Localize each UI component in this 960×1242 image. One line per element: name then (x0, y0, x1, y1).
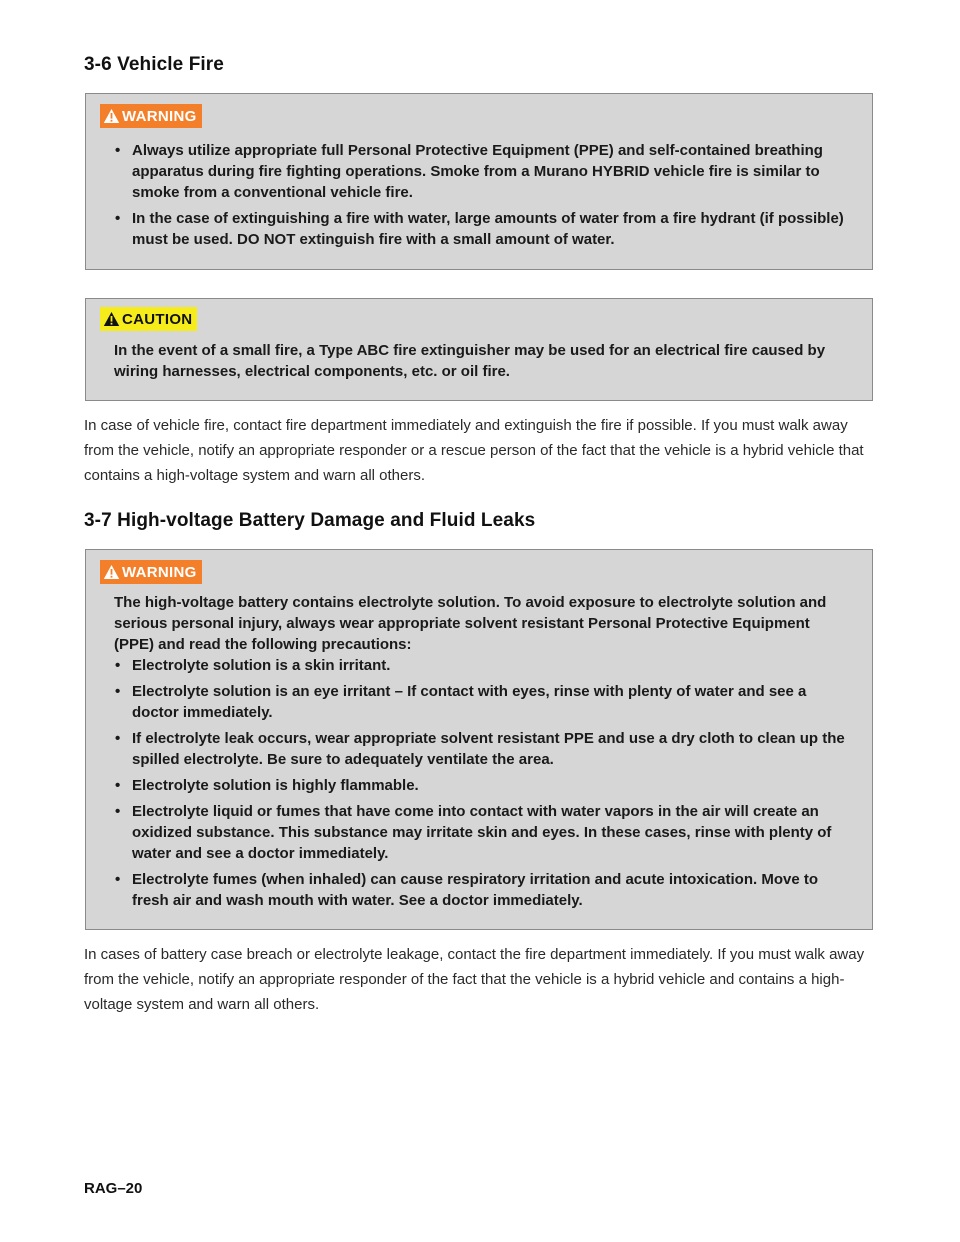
warning-list (114, 655, 850, 911)
warning-list-item: • Electrolyte solution is highly flammable. (114, 775, 850, 796)
warning-list-item: • If electrolyte leak occurs, wear appropriate solvent resistant PPE and use a dry cloth to clean up the spilled electrolyte. Be sure to adequately ventilate the area. (114, 728, 850, 770)
warning-triangle-icon (103, 564, 120, 580)
caution-text: In the event of a small fire, a Type ABC fire extinguisher may be used for an electrical fire caused by wiring harnesses, electrical components, etc. or oil fire. (114, 342, 826, 380)
vehicle-fire-paragraph: In case of vehicle fire, contact fire department immediately and extinguish the fire if possible. If you must walk away from the vehicle, notify an appropriate responder or a rescue person of the fact that the vehicle is a hybrid vehicle that contains a high-voltage system and warn all others. (84, 417, 864, 484)
warning-list-item: • Electrolyte fumes (when inhaled) can cause respiratory irritation and acute intoxication. Move to fresh air and wash mouth with water. See a doctor immediately. (114, 869, 850, 911)
caution-content (114, 340, 850, 382)
caution-badge-label: CAUTION (122, 310, 193, 328)
warning-badge-label: WARNING (122, 563, 197, 581)
warning-list-item: • Electrolyte liquid or fumes that have come into contact with water vapors in the air will create an oxidized substance. This substance may irritate skin and eyes. In these cases, rinse with plenty of water and see a doctor immediately. (114, 801, 850, 864)
section-heading-vehicle-fire: 3-6 Vehicle Fire (84, 54, 224, 75)
section-heading-battery-damage: 3-7 High-voltage Battery Damage and Fluid Leaks (84, 510, 536, 531)
warning-list-item: • Electrolyte solution is an eye irritant – If contact with eyes, rinse with plenty of water and see a doctor immediately. (114, 681, 850, 723)
warning-box-battery (85, 549, 873, 930)
warning-list (114, 140, 850, 250)
caution-badge (100, 307, 197, 331)
warning-intro: The high-voltage battery contains electrolyte solution. To avoid exposure to electrolyte solution and serious personal injury, always wear appropriate solvent resistant Personal Protective Equipment (PPE) and read the following precautions: (114, 594, 827, 653)
warning-badge (100, 104, 202, 128)
caution-box-vehicle-fire (85, 298, 873, 401)
warning-list-item: • In the case of extinguishing a fire with water, large amounts of water from a fire hydrant (if possible) must be used. DO NOT extinguish fire with a small amount of water. (114, 208, 850, 250)
warning-box-vehicle-fire (85, 93, 873, 270)
battery-paragraph: In cases of battery case breach or electrolyte leakage, contact the fire department immediately. If you must walk away from the vehicle, notify an appropriate responder of the fact that the vehicle is a hybrid vehicle and contains a high-voltage system and warn all others. (84, 946, 865, 1013)
warning-badge-label: WARNING (122, 107, 197, 125)
warning-content (114, 592, 850, 916)
warning-badge (100, 560, 202, 584)
warning-list-item: • Electrolyte solution is a skin irritant. (114, 655, 850, 676)
warning-content (114, 140, 850, 255)
warning-triangle-icon (103, 311, 120, 327)
warning-triangle-icon (103, 108, 120, 124)
page-number: RAG–20 (84, 1180, 143, 1197)
warning-list-item: • Always utilize appropriate full Personal Protective Equipment (PPE) and self-contained breathing apparatus during fire fighting operations. Smoke from a Murano HYBRID vehicle fire is similar to smoke from a conventional vehicle fire. (114, 140, 850, 203)
